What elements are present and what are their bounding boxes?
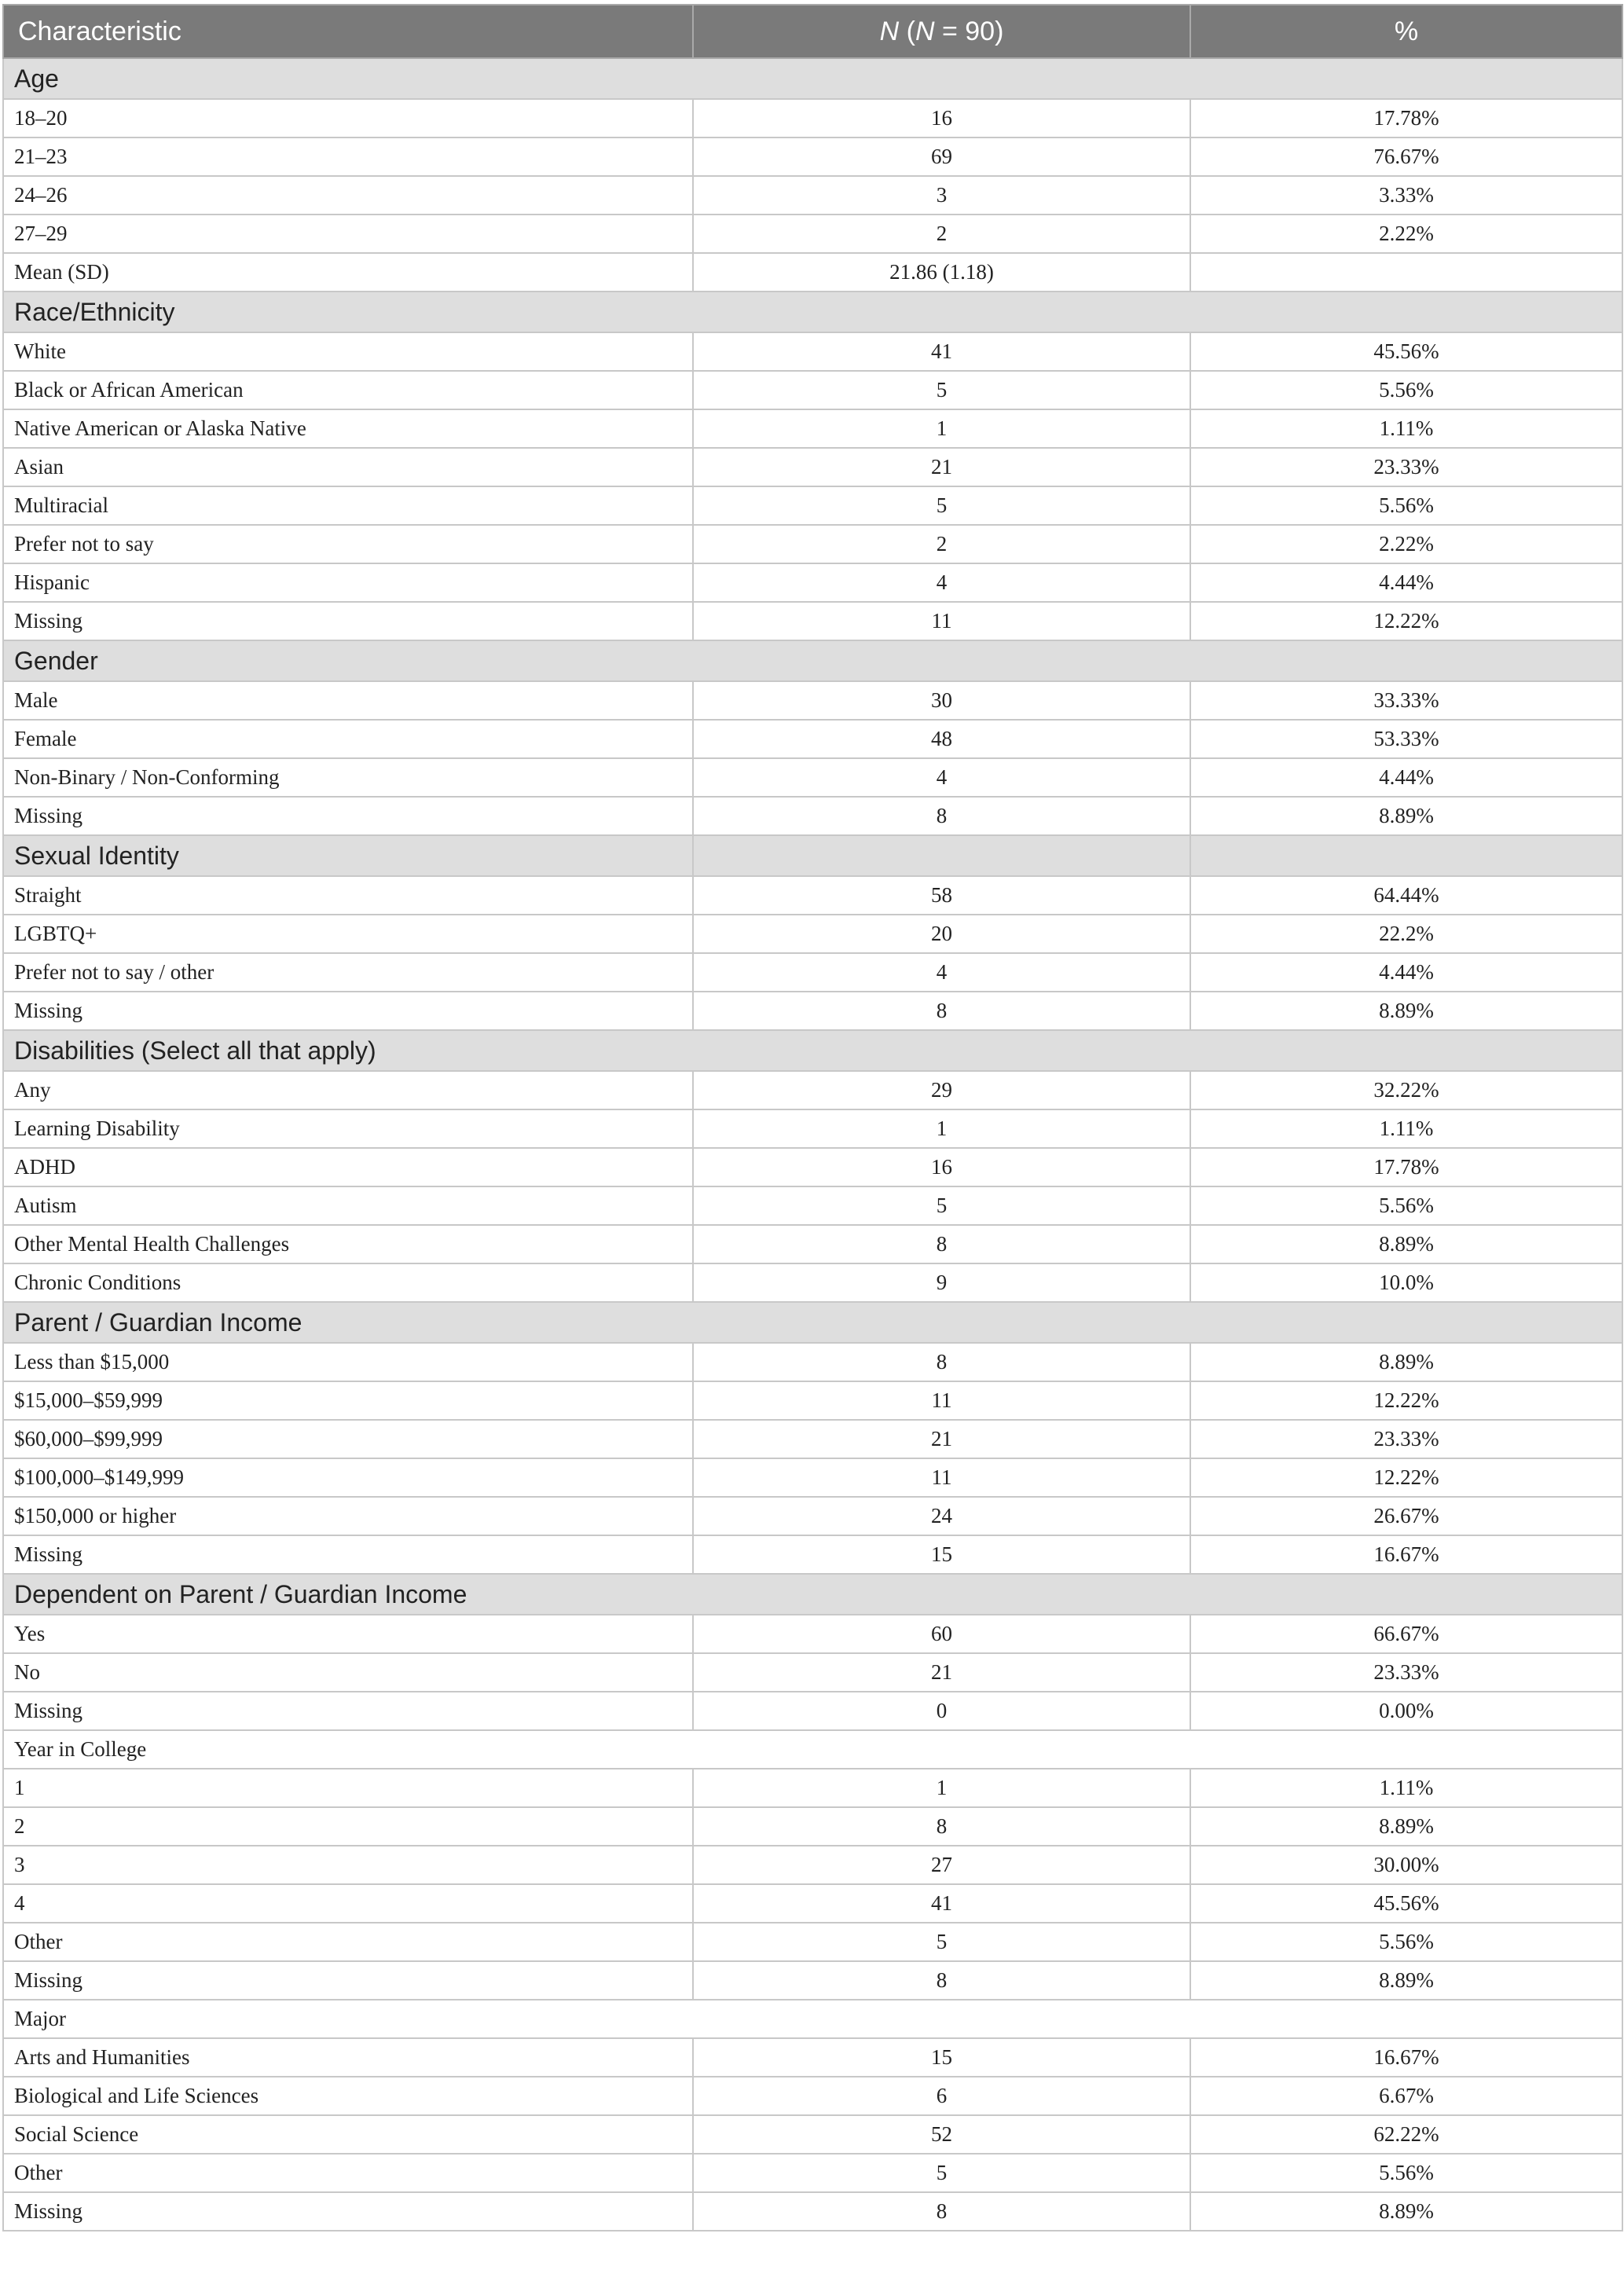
row-count: 69 (693, 138, 1190, 176)
row-count: 5 (693, 486, 1190, 525)
table-row (3, 1420, 1622, 1458)
table-row (3, 1961, 1622, 2000)
row-label: Prefer not to say / other (3, 953, 693, 992)
section-title: Gender (3, 640, 1622, 681)
row-percent: 5.56% (1190, 1186, 1622, 1225)
row-label: Non-Binary / Non-Conforming (3, 758, 693, 797)
row-percent: 8.89% (1190, 992, 1622, 1030)
row-count: 5 (693, 1923, 1190, 1961)
row-percent: 4.44% (1190, 758, 1622, 797)
row-count: 1 (693, 1109, 1190, 1148)
row-label: Chronic Conditions (3, 1263, 693, 1302)
table-row (3, 915, 1622, 953)
table-row (3, 1807, 1622, 1846)
table-row (3, 1071, 1622, 1109)
table-row (3, 371, 1622, 409)
table-row (3, 1769, 1622, 1807)
row-percent: 76.67% (1190, 138, 1622, 176)
table-row (3, 2077, 1622, 2115)
table-row (3, 953, 1622, 992)
row-count: 2 (693, 525, 1190, 563)
row-label: Female (3, 720, 693, 758)
row-percent: 2.22% (1190, 215, 1622, 253)
row-count: 29 (693, 1071, 1190, 1109)
table-row (3, 2192, 1622, 2231)
row-label: White (3, 332, 693, 371)
row-label: 1 (3, 1769, 693, 1807)
header-n (693, 5, 1190, 58)
row-label: 27–29 (3, 215, 693, 253)
row-count: 15 (693, 1535, 1190, 1574)
row-percent: 3.33% (1190, 176, 1622, 215)
section-title: Age (3, 58, 1622, 99)
row-percent: 6.67% (1190, 2077, 1622, 2115)
row-count: 58 (693, 876, 1190, 915)
section-empty-cell (693, 835, 1190, 876)
row-label: ADHD (3, 1148, 693, 1186)
section-title: Dependent on Parent / Guardian Income (3, 1574, 1622, 1615)
row-label: Less than $15,000 (3, 1343, 693, 1381)
row-label: Yes (3, 1615, 693, 1653)
table-row (3, 876, 1622, 915)
table-row (3, 253, 1622, 292)
row-percent: 45.56% (1190, 1884, 1622, 1923)
section-header-row (3, 640, 1622, 681)
row-count: 8 (693, 2192, 1190, 2231)
row-percent: 23.33% (1190, 1420, 1622, 1458)
table-row (3, 1186, 1622, 1225)
table-row (3, 992, 1622, 1030)
table-row (3, 1148, 1622, 1186)
row-count: 11 (693, 1381, 1190, 1420)
table-row (3, 1263, 1622, 1302)
row-label: Other (3, 1923, 693, 1961)
row-percent: 32.22% (1190, 1071, 1622, 1109)
table-row (3, 138, 1622, 176)
row-count: 0 (693, 1692, 1190, 1730)
row-count: 3 (693, 176, 1190, 215)
table-row (3, 758, 1622, 797)
demographics-table (2, 4, 1623, 2231)
row-label: 18–20 (3, 99, 693, 138)
row-label: Learning Disability (3, 1109, 693, 1148)
section-header-row (3, 1730, 1622, 1769)
header-n-rest: = 90) (934, 16, 1004, 46)
row-label: Black or African American (3, 371, 693, 409)
table-row (3, 563, 1622, 602)
row-count: 21.86 (1.18) (693, 253, 1190, 292)
row-label: LGBTQ+ (3, 915, 693, 953)
row-count: 11 (693, 602, 1190, 640)
row-percent: 17.78% (1190, 1148, 1622, 1186)
row-label: Missing (3, 797, 693, 835)
row-count: 24 (693, 1497, 1190, 1535)
table-row (3, 1497, 1622, 1535)
row-percent: 5.56% (1190, 2154, 1622, 2192)
table-row (3, 332, 1622, 371)
row-label: $15,000–$59,999 (3, 1381, 693, 1420)
row-percent: 5.56% (1190, 486, 1622, 525)
row-label: Male (3, 681, 693, 720)
row-label: Other Mental Health Challenges (3, 1225, 693, 1263)
row-percent: 23.33% (1190, 1653, 1622, 1692)
table-row (3, 215, 1622, 253)
table-row (3, 1653, 1622, 1692)
table-row (3, 1884, 1622, 1923)
row-label: Native American or Alaska Native (3, 409, 693, 448)
section-title: Race/Ethnicity (3, 292, 1622, 332)
row-label: Mean (SD) (3, 253, 693, 292)
row-count: 5 (693, 371, 1190, 409)
row-count: 16 (693, 99, 1190, 138)
table-row (3, 1846, 1622, 1884)
row-percent: 30.00% (1190, 1846, 1622, 1884)
table-row (3, 2115, 1622, 2154)
table-row (3, 720, 1622, 758)
row-label: $150,000 or higher (3, 1497, 693, 1535)
row-label: Missing (3, 1692, 693, 1730)
row-count: 48 (693, 720, 1190, 758)
row-percent: 12.22% (1190, 602, 1622, 640)
row-count: 41 (693, 1884, 1190, 1923)
table-row (3, 1923, 1622, 1961)
table-row (3, 525, 1622, 563)
row-percent: 33.33% (1190, 681, 1622, 720)
row-percent: 16.67% (1190, 1535, 1622, 1574)
section-empty-cell (1190, 835, 1622, 876)
row-label: Missing (3, 1961, 693, 2000)
table-row (3, 1615, 1622, 1653)
row-percent: 64.44% (1190, 876, 1622, 915)
row-count: 27 (693, 1846, 1190, 1884)
table-row (3, 1381, 1622, 1420)
table-body (3, 58, 1622, 2231)
row-label: Arts and Humanities (3, 2038, 693, 2077)
row-count: 2 (693, 215, 1190, 253)
row-label: Multiracial (3, 486, 693, 525)
row-percent: 17.78% (1190, 99, 1622, 138)
row-count: 8 (693, 797, 1190, 835)
row-count: 5 (693, 2154, 1190, 2192)
row-label: Biological and Life Sciences (3, 2077, 693, 2115)
row-percent: 8.89% (1190, 797, 1622, 835)
row-percent: 16.67% (1190, 2038, 1622, 2077)
row-percent: 22.2% (1190, 915, 1622, 953)
row-percent: 0.00% (1190, 1692, 1622, 1730)
row-percent: 53.33% (1190, 720, 1622, 758)
row-percent: 5.56% (1190, 1923, 1622, 1961)
row-label: 3 (3, 1846, 693, 1884)
row-label: Straight (3, 876, 693, 915)
table-row (3, 797, 1622, 835)
row-label: Missing (3, 1535, 693, 1574)
row-label: 24–26 (3, 176, 693, 215)
table-row (3, 1692, 1622, 1730)
row-count: 52 (693, 2115, 1190, 2154)
table-header-row (3, 5, 1622, 58)
header-n-italic: N (879, 16, 900, 46)
row-count: 9 (693, 1263, 1190, 1302)
row-label: Autism (3, 1186, 693, 1225)
row-count: 41 (693, 332, 1190, 371)
table-row (3, 448, 1622, 486)
row-count: 1 (693, 1769, 1190, 1807)
row-count: 8 (693, 1225, 1190, 1263)
row-percent: 45.56% (1190, 332, 1622, 371)
section-header-row (3, 292, 1622, 332)
table-row (3, 602, 1622, 640)
row-count: 4 (693, 758, 1190, 797)
table-row (3, 409, 1622, 448)
row-count: 6 (693, 2077, 1190, 2115)
row-label: $100,000–$149,999 (3, 1458, 693, 1497)
row-count: 20 (693, 915, 1190, 953)
row-count: 21 (693, 448, 1190, 486)
row-label: 21–23 (3, 138, 693, 176)
section-title: Major (3, 2000, 1622, 2038)
row-percent: 12.22% (1190, 1458, 1622, 1497)
row-label: Missing (3, 602, 693, 640)
row-count: 4 (693, 563, 1190, 602)
row-label: No (3, 1653, 693, 1692)
row-percent: 2.22% (1190, 525, 1622, 563)
row-percent: 66.67% (1190, 1615, 1622, 1653)
row-count: 11 (693, 1458, 1190, 1497)
row-label: Any (3, 1071, 693, 1109)
row-count: 16 (693, 1148, 1190, 1186)
table-row (3, 1458, 1622, 1497)
row-label: $60,000–$99,999 (3, 1420, 693, 1458)
table-row (3, 99, 1622, 138)
table-row (3, 2038, 1622, 2077)
row-percent: 8.89% (1190, 1343, 1622, 1381)
table-row (3, 1535, 1622, 1574)
row-percent: 8.89% (1190, 2192, 1622, 2231)
row-label: 4 (3, 1884, 693, 1923)
row-percent: 5.56% (1190, 371, 1622, 409)
row-label: Asian (3, 448, 693, 486)
row-percent: 8.89% (1190, 1225, 1622, 1263)
section-title: Year in College (3, 1730, 1622, 1769)
row-percent: 4.44% (1190, 953, 1622, 992)
row-percent: 23.33% (1190, 448, 1622, 486)
row-percent: 8.89% (1190, 1807, 1622, 1846)
table-row (3, 486, 1622, 525)
row-percent: 62.22% (1190, 2115, 1622, 2154)
row-label: Other (3, 2154, 693, 2192)
table-row (3, 1109, 1622, 1148)
section-title: Disabilities (Select all that apply) (3, 1030, 1622, 1071)
header-n-open: ( (899, 16, 915, 46)
row-percent: 26.67% (1190, 1497, 1622, 1535)
section-title: Parent / Guardian Income (3, 1302, 1622, 1343)
row-percent: 4.44% (1190, 563, 1622, 602)
row-count: 1 (693, 409, 1190, 448)
row-label: Social Science (3, 2115, 693, 2154)
table-row (3, 1225, 1622, 1263)
row-percent: 1.11% (1190, 1769, 1622, 1807)
row-count: 8 (693, 1961, 1190, 2000)
table-row (3, 176, 1622, 215)
row-count: 21 (693, 1420, 1190, 1458)
table-row (3, 1343, 1622, 1381)
row-count: 8 (693, 1807, 1190, 1846)
row-count: 8 (693, 992, 1190, 1030)
table-row (3, 2154, 1622, 2192)
section-header-row (3, 1574, 1622, 1615)
row-percent: 1.11% (1190, 1109, 1622, 1148)
row-percent: 1.11% (1190, 409, 1622, 448)
row-label: Prefer not to say (3, 525, 693, 563)
section-header-row (3, 1302, 1622, 1343)
row-label: Missing (3, 2192, 693, 2231)
section-title: Sexual Identity (3, 835, 693, 876)
row-count: 4 (693, 953, 1190, 992)
row-count: 15 (693, 2038, 1190, 2077)
row-label: 2 (3, 1807, 693, 1846)
row-label: Hispanic (3, 563, 693, 602)
header-characteristic: Characteristic (3, 5, 693, 58)
row-count: 30 (693, 681, 1190, 720)
row-percent: 8.89% (1190, 1961, 1622, 2000)
row-count: 21 (693, 1653, 1190, 1692)
table-row (3, 681, 1622, 720)
row-count: 60 (693, 1615, 1190, 1653)
row-percent: 10.0% (1190, 1263, 1622, 1302)
section-header-row (3, 835, 1622, 876)
row-count: 5 (693, 1186, 1190, 1225)
section-header-row (3, 2000, 1622, 2038)
row-label: Missing (3, 992, 693, 1030)
section-header-row (3, 1030, 1622, 1071)
row-percent: 12.22% (1190, 1381, 1622, 1420)
row-count: 8 (693, 1343, 1190, 1381)
section-header-row (3, 58, 1622, 99)
row-percent (1190, 253, 1622, 292)
header-n-italic-2: N (915, 16, 935, 46)
header-percent: % (1190, 5, 1622, 58)
